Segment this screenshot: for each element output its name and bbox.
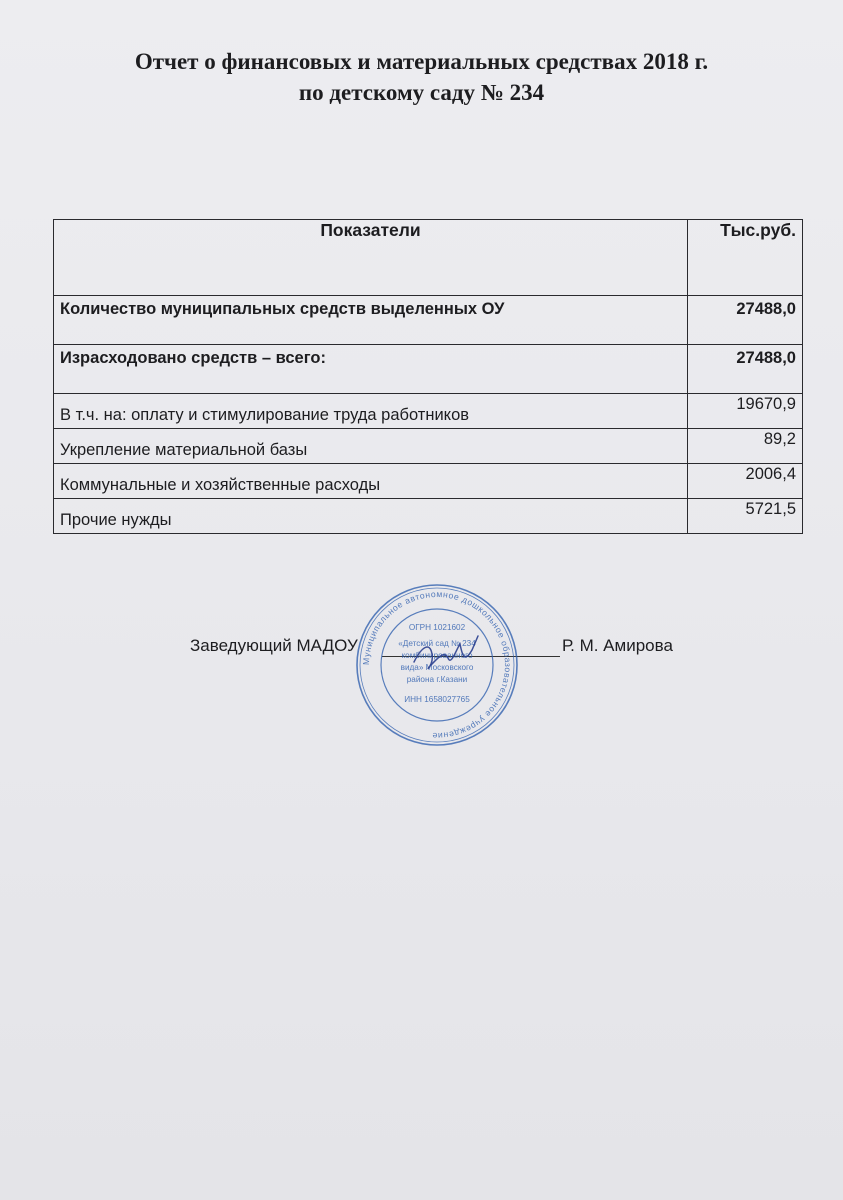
table-row (54, 429, 803, 464)
table-row (54, 464, 803, 499)
row-value: 27488,0 (688, 296, 803, 345)
table-row (54, 345, 803, 394)
row-label: Укрепление материальной базы (54, 429, 688, 464)
header-unit: Тыс.руб. (688, 220, 803, 296)
row-label: Израсходовано средств – всего: (54, 345, 688, 394)
row-label: В т.ч. на: оплату и стимулирование труда работников (54, 394, 688, 429)
stamp-outer-text: Муниципальное автономное дошкольное образовательное учреждение (360, 588, 514, 742)
document-title (0, 46, 843, 108)
stamp-line-6: ИНН 1658027765 (404, 695, 470, 704)
title-line-2: по детскому саду № 234 (298, 80, 545, 105)
table-row (54, 296, 803, 345)
row-label: Прочие нужды (54, 499, 688, 534)
row-value: 2006,4 (688, 464, 803, 499)
table-row (54, 499, 803, 534)
stamp-line-1: ОГРН 1021602 (408, 623, 466, 632)
title-line-1: Отчет о финансовых и материальных средствах 2018 г. (134, 49, 709, 74)
stamp-line-4: вида» Московского (400, 663, 474, 672)
official-stamp-icon (352, 580, 522, 750)
row-value: 5721,5 (688, 499, 803, 534)
signature-position: Заведующий МАДОУ (190, 636, 358, 655)
table-header-row (54, 220, 803, 296)
stamp-line-2: «Детский сад № 234 (398, 639, 476, 648)
row-value: 89,2 (688, 429, 803, 464)
row-label: Коммунальные и хозяйственные расходы (54, 464, 688, 499)
signer-name: Р. М. Амирова (562, 636, 673, 655)
stamp-line-3: комбинированного (401, 651, 473, 660)
row-label: Количество муниципальных средств выделенных ОУ (54, 296, 688, 345)
stamp-line-5: района г.Казани (406, 675, 468, 684)
header-indicators: Показатели (54, 220, 688, 296)
table-row (54, 394, 803, 429)
report-table (53, 219, 803, 534)
row-value: 27488,0 (688, 345, 803, 394)
row-value: 19670,9 (688, 394, 803, 429)
